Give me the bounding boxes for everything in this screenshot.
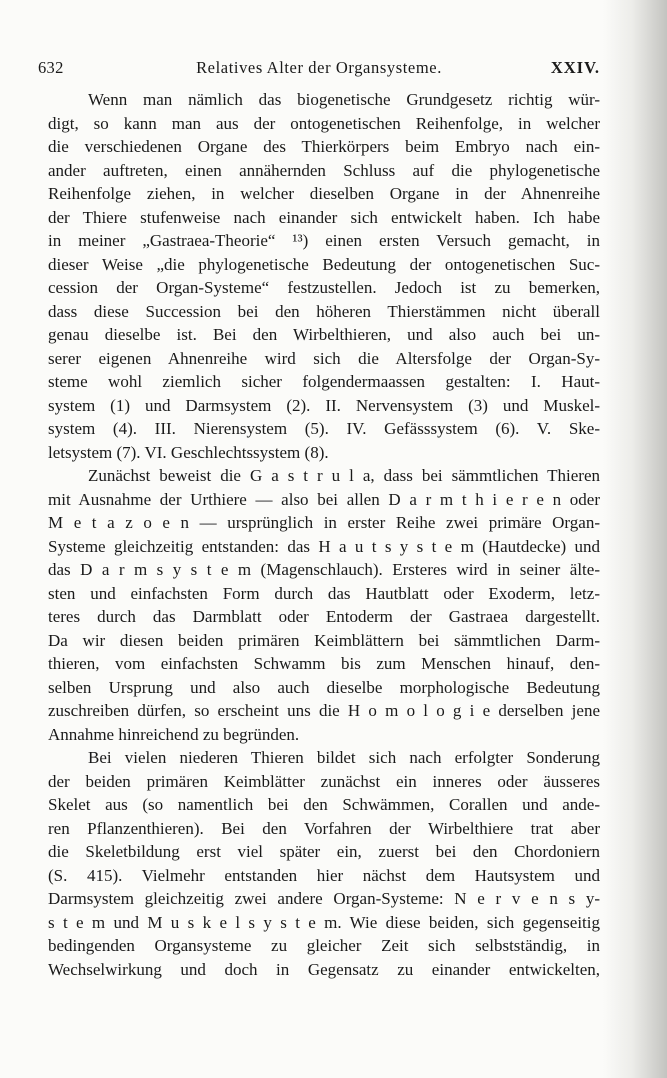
text-line: mit Ausnahme der Urthiere — also bei allen D a r m t h i e r e n oder (48, 489, 600, 509)
text-line: bedingenden Organsysteme zu gleicher Zeit sich selbstständig, in (48, 936, 600, 955)
text-line: sten und einfachsten Form durch das Hautblatt oder Exoderm, letz- (48, 583, 600, 603)
text-line: Zunächst beweist die G a s t r u l a, dass bei sämmtlichen Thieren (88, 466, 600, 485)
text-line: system (4). III. Nierensystem (5). IV. Gefässsystem (6). V. Ske- (48, 419, 600, 438)
text-line: der Thiere stufenweise nach einander sich entwickelt haben. Ich habe (48, 207, 600, 227)
text-line: Wechselwirkung und doch in Gegensatz zu einander entwickelten, (48, 959, 600, 979)
text-line: steme wohl ziemlich sicher folgendermaassen gestalten: I. Haut- (48, 372, 600, 391)
chapter-number: XXIV. (550, 58, 600, 77)
text-line: serer eigenen Ahnenreihe wird sich die Altersfolge der Organ-Sy- (48, 348, 600, 368)
text-line: die Skeletbildung erst viel später ein, zuerst bei den Chordoniern (48, 842, 600, 861)
text-line: der beiden primären Keimblätter zunächst ein inneres oder äusseres (48, 771, 600, 791)
text-line: Bei vielen niederen Thieren bildet sich nach erfolgter Sonderung (88, 748, 600, 767)
text-line: ander auftreten, einen annähernden Schluss auf die phylogenetische (48, 160, 600, 180)
text-line: in meiner „Gastraea-Theorie“ ¹³) einen ersten Versuch gemacht, in (48, 231, 600, 250)
text-line: digt, so kann man aus der ontogenetischen Reihenfolge, in welcher (48, 113, 600, 133)
text-line: teres durch das Darmblatt oder Entoderm der Gastraea dargestellt. (48, 607, 600, 626)
text-line: genau dieselbe ist. Bei den Wirbelthieren, und also auch bei un- (48, 325, 600, 344)
text-line: M e t a z o e n — ursprünglich in erster Reihe zwei primäre Organ- (48, 513, 600, 532)
text-line: Systeme gleichzeitig entstanden: das H a u t s y s t e m (Hautdecke) und (48, 536, 600, 556)
text-line: Annahme hinreichend zu begründen. (48, 724, 300, 744)
text-line: die verschiedenen Organe des Thierkörpers beim Embryo nach ein- (48, 137, 600, 156)
text-line: das D a r m s y s t e m (Magenschlauch). Ersteres wird in seiner älte- (48, 560, 600, 579)
text-line: letsystem (7). VI. Geschlechtssystem (8). (48, 442, 329, 462)
page-edge-shadow (603, 0, 667, 1078)
running-header (38, 58, 600, 82)
running-title: Relatives Alter der Organsysteme. (196, 58, 442, 77)
text-line: Wenn man nämlich das biogenetische Grundgesetz richtig wür- (88, 90, 600, 109)
text-line: Da wir diesen beiden primären Keimblättern bei sämmtlichen Darm- (48, 630, 600, 650)
text-line: zuschreiben dürfen, so erscheint uns die H o m o l o g i e derselben jene (48, 701, 600, 720)
paragraph-3 (48, 746, 600, 981)
text-line: dieser Weise „die phylogenetische Bedeutung der ontogenetischen Suc- (48, 254, 600, 274)
text-line: ren Pflanzenthieren). Bei den Vorfahren der Wirbelthiere trat aber (48, 818, 600, 838)
paragraph-2 (48, 464, 600, 746)
text-line: Skelet aus (so namentlich bei den Schwämmen, Corallen und ande- (48, 795, 600, 814)
text-line: thieren, vom einfachsten Schwamm bis zum Menschen hinauf, den- (48, 654, 600, 673)
paragraph-1 (48, 88, 600, 464)
text-line: Darmsystem gleichzeitig zwei andere Organ-Systeme: N e r v e n s y- (48, 889, 600, 908)
text-line: (S. 415). Vielmehr entstanden hier nächst dem Hautsystem und (48, 865, 600, 885)
text-line: Reihenfolge ziehen, in welcher dieselben Organe in der Ahnenreihe (48, 184, 600, 203)
text-line: selben Ursprung und also auch dieselbe morphologische Bedeutung (48, 677, 600, 697)
text-line: s t e m und M u s k e l s y s t e m. Wie diese beiden, sich gegenseitig (48, 912, 600, 932)
body-text (48, 88, 600, 981)
text-line: cession der Organ-Systeme“ festzustellen. Jedoch ist zu bemerken, (48, 278, 600, 297)
text-line: dass diese Succession bei den höheren Thierstämmen nicht überall (48, 301, 600, 321)
text-line: system (1) und Darmsystem (2). II. Nervensystem (3) und Muskel- (48, 395, 600, 415)
page-number: 632 (38, 58, 64, 77)
